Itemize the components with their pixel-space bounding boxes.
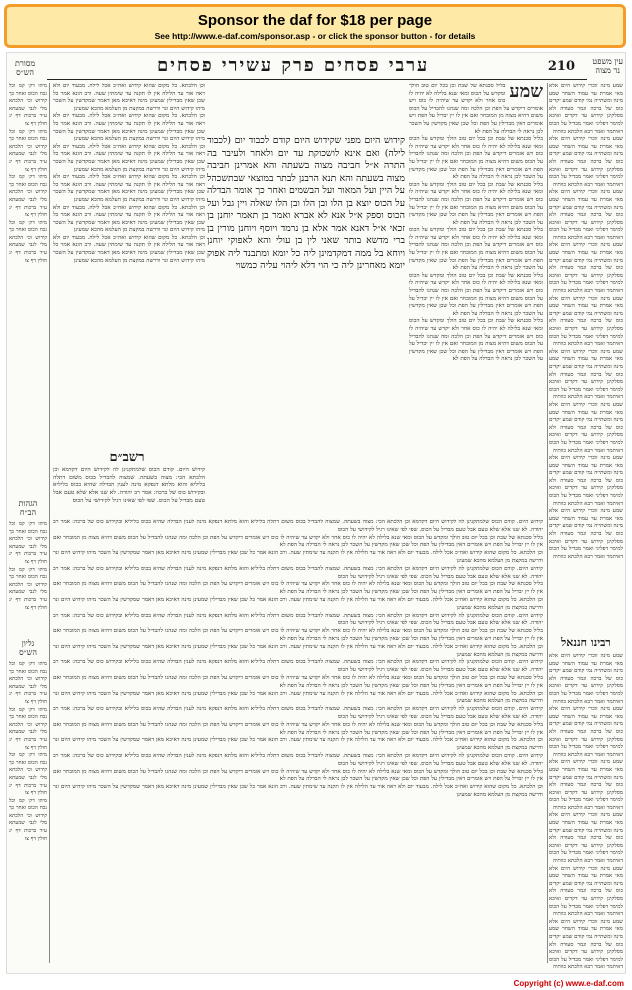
gemara-text: קידוש היום מפני שקידוש היום קודם לכבוד יום (לכבוד לילה) ואם אינא לושכוקת עד יום ולאחר ולעיבר בה התרה א״ל חביבה מצוה בשעתה והא אמרינן חביבה מצוה בשעתה והא תנא הרבנן לבתר במוצאי שבתשכהל על היין ועל המאור ועל הבשמים ואחר כך אומר הבדלה על הכוס יוצא בן הלו ובן הלו ובן הלו שאלה ויין גבל ועל הכוס וספק א״ל אנא לא אברא ואמר בן תאמר יוחנן בן זכאי א״ל דאנא אמר אלא בן נרמד ויוסף ויוחנן מורין בן ברי מדשא בותר שאני לין בן עולי והא לאפוקי יוחנן ויוחא בל ממה דמקדמינן ליה כל יומא ומתבנד ליה אפוק יומא מאחרינן ליה כי הוי דלא ליהוי עליה כמשוי [207, 135, 405, 271]
masoret-column: מיהו דק׳ קמ וכל נכח הכוס ואחר כך קידוש וכי הלכתא מלי לגבי שמעתא ע״ד ברכות דף יג חולין דף צו מיהו דק׳ קמ וכל נכח הכוס ואחר כך קידוש וכי הלכתא מלי לגבי שמעתא ע״ד ברכות דף יג חולין דף צו מיהו דק׳ קמ וכל נכח הכוס ואחר כך קידוש וכי הלכתא מלי לגבי שמעתא ע״ד ברכות דף יג חולין דף צו מיהו דק׳ קמ וכל נכח הכוס ואחר כך קידוש וכי הלכתא מלי לגבי שמעתא ע״ד ברכות דף יג חולין דף צו [9, 83, 47, 264]
page-title: ערבי פסחים פרק עשירי פסחים [157, 55, 430, 76]
margin-rule-right [547, 83, 548, 963]
sponsor-banner[interactable] [4, 4, 626, 48]
gilyon-column: מיהו דק׳ קמ וכל נכח הכוס ואחר כך קידוש וכי הלכתא מלי לגבי שמעתא ע״ד ברכות דף יג חולין דף צו מיהו דק׳ קמ וכל נכח הכוס ואחר כך קידוש וכי הלכתא מלי לגבי שמעתא ע״ד ברכות דף יג חולין דף צו מיהו דק׳ קמ וכל נכח הכוס ואחר כך קידוש וכי הלכתא מלי לגבי שמעתא ע״ד ברכות דף יג חולין דף צו מיהו דק׳ קמ וכל נכח הכוס ואחר כך קידוש וכי הלכתא מלי לגבי שמעתא ע״ד ברכות דף יג חולין דף צו [9, 661, 47, 842]
rashbam-column-top: קידוש היום. קודם הכוס שלמתקנינן לה לקידוש היום דקדמא וכן הלכתא הכי: מצוה בשעתה. שמצוה להבדיל בכוס משום דתלה בליליא והוא מלתא דנפקא מינה לענין הבדלה שהיא בכוס בליליא ובקידוש כוס של ברכה: אמר רב יהודה. לא שנו אלא שלא טעם אבל טעם מבדיל על הכוס. שפי לפי שאינו רגיל לקידושי על הכוס [53, 467, 205, 504]
commentary-column-top: וכן הלכתא. כל מקום שהוא קידוש ואח״כ אכל לילה. מבעוד יום ולא ראה אור עד הלילה אין לו תקנה עד שימתין שעה. ורב הונא אמר כל שכן שאין מבדילין שמעינן מינה דאיכא מאן דאמר שמקדשין על השכר מיהו קידוש היום ונר ודרשה במקצת מן העלמא מהכא שמעינן וכן הלכתא. כל מקום שהוא קידוש ואח״כ אכל לילה. מבעוד יום ולא ראה אור עד הלילה אין לו תקנה עד שימתין שעה. ורב הונא אמר כל שכן שאין מבדילין שמעינן מינה דאיכא מאן דאמר שמקדשין על השכר מיהו קידוש היום ונר ודרשה במקצת מן העלמא מהכא שמעינן וכן הלכתא. כל מקום שהוא קידוש ואח״כ אכל לילה. מבעוד יום ולא ראה אור עד הלילה אין לו תקנה עד שימתין שעה. ורב הונא אמר כל שכן שאין מבדילין שמעינן מינה דאיכא מאן דאמר שמקדשין על השכר מיהו קידוש היום ונר ודרשה במקצת מן העלמא מהכא שמעינן וכן הלכתא. כל מקום שהוא קידוש ואח״כ אכל לילה. מבעוד יום ולא ראה אור עד הלילה אין לו תקנה עד שימתין שעה. ורב הונא אמר כל שכן שאין מבדילין שמעינן מינה דאיכא מאן דאמר שמקדשין על השכר מיהו קידוש היום ונר ודרשה במקצת מן העלמא מהכא שמעינן וכן הלכתא. כל מקום שהוא קידוש ואח״כ אכל לילה. מבעוד יום ולא ראה אור עד הלילה אין לו תקנה עד שימתין שעה. ורב הונא אמר כל שכן שאין מבדילין שמעינן מינה דאיכא מאן דאמר שמקדשין על השכר מיהו קידוש היום ונר ודרשה במקצת מן העלמא מהכא שמעינן וכן הלכתא. כל מקום שהוא קידוש ואח״כ אכל לילה. מבעוד יום ולא ראה אור עד הלילה אין לו תקנה עד שימתין שעה. ורב הונא אמר כל שכן שאין מבדילין שמעינן מינה דאיכא מאן דאמר שמקדשין על השכר מיהו קידוש היום ונר ודרשה במקצת מן העלמא מהכא שמעינן [53, 83, 205, 264]
talmud-page [6, 52, 626, 974]
tosafot-opening-word: שמע [509, 83, 543, 102]
ein-mishpat-column: שמע מינה זוכרי קידוש היום אלא מאי אמרת עד עמוד השחר שמע מינה ומשתייה נמי קודם שמע יקדים כוס של ברכה וגמר סעודה ולא מסלקינן קידוש עד דקדים ואיכא למימר דפליגי ואמר מבדיל על הכוס דאיתמר ואמר רבא הלכתא כוותיה שמע מינה זוכרי קידוש היום אלא מאי אמרת עד עמוד השחר שמע מינה ומשתייה נמי קודם שמע יקדים כוס של ברכה וגמר סעודה ולא מסלקינן קידוש עד דקדים ואיכא למימר דפליגי ואמר מבדיל על הכוס דאיתמר ואמר רבא הלכתא כוותיה שמע מינה זוכרי קידוש היום אלא מאי אמרת עד עמוד השחר שמע מינה ומשתייה נמי קודם שמע יקדים כוס של ברכה וגמר סעודה ולא מסלקינן קידוש עד דקדים ואיכא למימר דפליגי ואמר מבדיל על הכוס דאיתמר ואמר רבא הלכתא כוותיה שמע מינה זוכרי קידוש היום אלא מאי אמרת עד עמוד השחר שמע מינה ומשתייה נמי קודם שמע יקדים כוס של ברכה וגמר סעודה ולא מסלקינן קידוש עד דקדים ואיכא למימר דפליגי ואמר מבדיל על הכוס דאיתמר ואמר רבא הלכתא כוותיה שמע מינה זוכרי קידוש היום אלא מאי אמרת עד עמוד השחר שמע מינה ומשתייה נמי קודם שמע יקדים כוס של ברכה וגמר סעודה ולא מסלקינן קידוש עד דקדים ואיכא למימר דפליגי ואמר מבדיל על הכוס דאיתמר ואמר רבא הלכתא כוותיה שמע מינה זוכרי קידוש היום אלא מאי אמרת עד עמוד השחר שמע מינה ומשתייה נמי קודם שמע יקדים כוס של ברכה וגמר סעודה ולא מסלקינן קידוש עד דקדים ואיכא למימר דפליגי ואמר מבדיל על הכוס דאיתמר ואמר רבא הלכתא כוותיה שמע מינה זוכרי קידוש היום אלא מאי אמרת עד עמוד השחר שמע מינה ומשתייה נמי קודם שמע יקדים כוס של ברכה וגמר סעודה ולא מסלקינן קידוש עד דקדים ואיכא למימר דפליגי ואמר מבדיל על הכוס דאיתמר ואמר רבא הלכתא כוותיה שמע מינה זוכרי קידוש היום אלא מאי אמרת עד עמוד השחר שמע מינה ומשתייה נמי קודם שמע יקדים כוס של ברכה וגמר סעודה ולא מסלקינן קידוש עד דקדים ואיכא למימר דפליגי ואמר מבדיל על הכוס דאיתמר ואמר רבא הלכתא כוותיה שמע מינה זוכרי קידוש היום אלא מאי אמרת עד עמוד השחר שמע מינה ומשתייה נמי קודם שמע יקדים כוס של ברכה וגמר סעודה ולא מסלקינן קידוש עד דקדים ואיכא למימר דפליגי ואמר מבדיל על הכוס דאיתמר ואמר רבא הלכתא כוותיה [549, 83, 623, 560]
margin-rule-left [49, 83, 50, 963]
sponsor-subtitle[interactable]: See http://www.e-daf.com/sponsor.asp - or click the sponsor button - for details [154, 31, 476, 41]
page-header [7, 55, 626, 81]
ein-mishpat-label: עין משפט נר מצוה [592, 57, 623, 75]
copyright-footer[interactable]: Copyright (c) www.e-daf.com [513, 979, 624, 988]
gilyon-label: גליון הש״ס [19, 639, 37, 657]
hagahot-column: מיהו דק׳ קמ וכל נכח הכוס ואחר כך קידוש וכי הלכתא מלי לגבי שמעתא ע״ד ברכות דף יג חולין דף צו מיהו דק׳ קמ וכל נכח הכוס ואחר כך קידוש וכי הלכתא מלי לגבי שמעתא ע״ד ברכות דף יג חולין דף צו [9, 521, 47, 611]
commentary-lower: קידוש היום. קודם הכוס שלמתקנינן לה לקידוש היום דקדמא וכן הלכתא הכי: מצוה בשעתה. שמצוה להבדיל בכוס משום דתלה בליליא והוא מלתא דנפקא מינה לענין הבדלה שהיא בכוס בליליא ובקידוש כוס של ברכה: אמר רב יהודה. לא שנו אלא שלא טעם אבל טעם מבדיל על הכוס. שפי לפי שאינו רגיל לקידושי על הכוס בליל סכנתא של שבת וכן בכל יום טוב הולך ומקדש על הכוס ומאי שנא בלילה לא יהיה לו כוס אחר ולא יקדש עד שיהיה לו כוס ויש אומרים דיקדש על הפת וכן הלכה ומה שנהגו להבדיל על הכוס משום דהיא מצוה מן המובחר ואם אין לו יין יבדיל על הפת ויש אומרים דאין מבדילין על הפת וכל שכן שאין מקדשין על השכר לכן נראה לי הבדלה על הפת לא וכן הלכתא. כל מקום שהוא קידוש ואח״כ אכל לילה. מבעוד יום ולא ראה אור עד הלילה אין לו תקנה עד שימתין שעה. ורב הונא אמר כל שכן שאין מבדילין שמעינן מינה דאיכא מאן דאמר שמקדשין על השכר מיהו קידוש היום ונר ודרשה במקצת מן העלמא מהכא שמעינן קידוש היום. קודם הכוס שלמתקנינן לה לקידוש היום דקדמא וכן הלכתא הכי: מצוה בשעתה. שמצוה להבדיל בכוס משום דתלה בליליא והוא מלתא דנפקא מינה לענין הבדלה שהיא בכוס בליליא ובקידוש כוס של ברכה: אמר רב יהודה. לא שנו אלא שלא טעם אבל טעם מבדיל על הכוס. שפי לפי שאינו רגיל לקידושי על הכוס בליל סכנתא של שבת וכן בכל יום טוב הולך ומקדש על הכוס ומאי שנא בלילה לא יהיה לו כוס אחר ולא יקדש עד שיהיה לו כוס ויש אומרים דיקדש על הפת וכן הלכה ומה שנהגו להבדיל על הכוס משום דהיא מצוה מן המובחר ואם אין לו יין יבדיל על הפת ויש אומרים דאין מבדילין על הפת וכל שכן שאין מקדשין על השכר לכן נראה לי הבדלה על הפת לא וכן הלכתא. כל מקום שהוא קידוש ואח״כ אכל לילה. מבעוד יום ולא ראה אור עד הלילה אין לו תקנה עד שימתין שעה. ורב הונא אמר כל שכן שאין מבדילין שמעינן מינה דאיכא מאן דאמר שמקדשין על השכר מיהו קידוש היום ונר ודרשה במקצת מן העלמא מהכא שמעינן קידוש היום. קודם הכוס שלמתקנינן לה לקידוש היום דקדמא וכן הלכתא הכי: מצוה בשעתה. שמצוה להבדיל בכוס משום דתלה בליליא והוא מלתא דנפקא מינה לענין הבדלה שהיא בכוס בליליא ובקידוש כוס של ברכה: אמר רב יהודה. לא שנו אלא שלא טעם אבל טעם מבדיל על הכוס. שפי לפי שאינו רגיל לקידושי על הכוס בליל סכנתא של שבת וכן בכל יום טוב הולך ומקדש על הכוס ומאי שנא בלילה לא יהיה לו כוס אחר ולא יקדש עד שיהיה לו כוס ויש אומרים דיקדש על הפת וכן הלכה ומה שנהגו להבדיל על הכוס משום דהיא מצוה מן המובחר ואם אין לו יין יבדיל על הפת ויש אומרים דאין מבדילין על הפת וכל שכן שאין מקדשין על השכר לכן נראה לי הבדלה על הפת לא וכן הלכתא. כל מקום שהוא קידוש ואח״כ אכל לילה. מבעוד יום ולא ראה אור עד הלילה אין לו תקנה עד שימתין שעה. ורב הונא אמר כל שכן שאין מבדילין שמעינן מינה דאיכא מאן דאמר שמקדשין על השכר מיהו קידוש היום ונר ודרשה במקצת מן העלמא מהכא שמעינן קידוש היום. קודם הכוס שלמתקנינן לה לקידוש היום דקדמא וכן הלכתא הכי: מצוה בשעתה. שמצוה להבדיל בכוס משום דתלה בליליא והוא מלתא דנפקא מינה לענין הבדלה שהיא בכוס בליליא ובקידוש כוס של ברכה: אמר רב יהודה. לא שנו אלא שלא טעם אבל טעם מבדיל על הכוס. שפי לפי שאינו רגיל לקידושי על הכוס בליל סכנתא של שבת וכן בכל יום טוב הולך ומקדש על הכוס ומאי שנא בלילה לא יהיה לו כוס אחר ולא יקדש עד שיהיה לו כוס ויש אומרים דיקדש על הפת וכן הלכה ומה שנהגו להבדיל על הכוס משום דהיא מצוה מן המובחר ואם אין לו יין יבדיל על הפת ויש אומרים דאין מבדילין על הפת וכל שכן שאין מקדשין על השכר לכן נראה לי הבדלה על הפת לא וכן הלכתא. כל מקום שהוא קידוש ואח״כ אכל לילה. מבעוד יום ולא ראה אור עד הלילה אין לו תקנה עד שימתין שעה. ורב הונא אמר כל שכן שאין מבדילין שמעינן מינה דאיכא מאן דאמר שמקדשין על השכר מיהו קידוש היום ונר ודרשה במקצת מן העלמא מהכא שמעינן קידוש היום. קודם הכוס שלמתקנינן לה לקידוש היום דקדמא וכן הלכתא הכי: מצוה בשעתה. שמצוה להבדיל בכוס משום דתלה בליליא והוא מלתא דנפקא מינה לענין הבדלה שהיא בכוס בליליא ובקידוש כוס של ברכה: אמר רב יהודה. לא שנו אלא שלא טעם אבל טעם מבדיל על הכוס. שפי לפי שאינו רגיל לקידושי על הכוס בליל סכנתא של שבת וכן בכל יום טוב הולך ומקדש על הכוס ומאי שנא בלילה לא יהיה לו כוס אחר ולא יקדש עד שיהיה לו כוס ויש אומרים דיקדש על הפת וכן הלכה ומה שנהגו להבדיל על הכוס משום דהיא מצוה מן המובחר ואם אין לו יין יבדיל על הפת ויש אומרים דאין מבדילין על הפת וכל שכן שאין מקדשין על השכר לכן נראה לי הבדלה על הפת לא וכן הלכתא. כל מקום שהוא קידוש ואח״כ אכל לילה. מבעוד יום ולא ראה אור עד הלילה אין לו תקנה עד שימתין שעה. ורב הונא אמר כל שכן שאין מבדילין שמעינן מינה דאיכא מאן דאמר שמקדשין על השכר מיהו קידוש היום ונר ודרשה במקצת מן העלמא מהכא שמעינן קידוש היום. קודם הכוס שלמתקנינן לה לקידוש היום דקדמא וכן הלכתא הכי: מצוה בשעתה. שמצוה להבדיל בכוס משום דתלה בליליא והוא מלתא דנפקא מינה לענין הבדלה שהיא בכוס בליליא ובקידוש כוס של ברכה: אמר רב יהודה. לא שנו אלא שלא טעם אבל טעם מבדיל על הכוס. שפי לפי שאינו רגיל לקידושי על הכוס בליל סכנתא של שבת וכן בכל יום טוב הולך ומקדש על הכוס ומאי שנא בלילה לא יהיה לו כוס אחר ולא יקדש עד שיהיה לו כוס ויש אומרים דיקדש על הפת וכן הלכה ומה שנהגו להבדיל על הכוס משום דהיא מצוה מן המובחר ואם אין לו יין יבדיל על הפת ויש אומרים דאין מבדילין על הפת וכל שכן שאין מקדשין על השכר לכן נראה לי הבדלה על הפת לא וכן הלכתא. כל מקום שהוא קידוש ואח״כ אכל לילה. מבעוד יום ולא ראה אור עד הלילה אין לו תקנה עד שימתין שעה. ורב הונא אמר כל שכן שאין מבדילין שמעינן מינה דאיכא מאן דאמר שמקדשין על השכר מיהו קידוש היום ונר ודרשה במקצת מן העלמא מהכא שמעינן [53, 519, 543, 798]
rashbam-heading: רשב״ם [109, 450, 145, 465]
masoret-label: מסורת הש״ס [15, 59, 36, 77]
header-divider [47, 79, 587, 80]
page-number: 210 [547, 59, 575, 74]
rabbeinu-chananel-column: שמע מינה זוכרי קידוש היום אלא מאי אמרת עד עמוד השחר שמע מינה ומשתייה נמי קודם שמע יקדים כוס של ברכה וגמר סעודה ולא מסלקינן קידוש עד דקדים ואיכא למימר דפליגי ואמר מבדיל על הכוס דאיתמר ואמר רבא הלכתא כוותיה שמע מינה זוכרי קידוש היום אלא מאי אמרת עד עמוד השחר שמע מינה ומשתייה נמי קודם שמע יקדים כוס של ברכה וגמר סעודה ולא מסלקינן קידוש עד דקדים ואיכא למימר דפליגי ואמר מבדיל על הכוס דאיתמר ואמר רבא הלכתא כוותיה שמע מינה זוכרי קידוש היום אלא מאי אמרת עד עמוד השחר שמע מינה ומשתייה נמי קודם שמע יקדים כוס של ברכה וגמר סעודה ולא מסלקינן קידוש עד דקדים ואיכא למימר דפליגי ואמר מבדיל על הכוס דאיתמר ואמר רבא הלכתא כוותיה שמע מינה זוכרי קידוש היום אלא מאי אמרת עד עמוד השחר שמע מינה ומשתייה נמי קודם שמע יקדים כוס של ברכה וגמר סעודה ולא מסלקינן קידוש עד דקדים ואיכא למימר דפליגי ואמר מבדיל על הכוס דאיתמר ואמר רבא הלכתא כוותיה שמע מינה זוכרי קידוש היום אלא מאי אמרת עד עמוד השחר שמע מינה ומשתייה נמי קודם שמע יקדים כוס של ברכה וגמר סעודה ולא מסלקינן קידוש עד דקדים ואיכא למימר דפליגי ואמר מבדיל על הכוס דאיתמר ואמר רבא הלכתא כוותיה שמע מינה זוכרי קידוש היום אלא מאי אמרת עד עמוד השחר שמע מינה ומשתייה נמי קודם שמע יקדים כוס של ברכה וגמר סעודה ולא מסלקינן קידוש עד דקדים ואיכא למימר דפליגי ואמר מבדיל על הכוס דאיתמר ואמר רבא הלכתא כוותיה [549, 653, 623, 971]
tosafot-column-top: שמע בליל סכנתא של שבת וכן בכל יום טוב הולך ומקדש על הכוס ומאי שנא בלילה לא יהיה לו כוס אחר ולא יקדש עד שיהיה לו כוס ויש אומרים דיקדש על הפת וכן הלכה ומה שנהגו להבדיל על הכוס משום דהיא מצוה מן המובחר ואם אין לו יין יבדיל על הפת ויש אומרים דאין מבדילין על הפת וכל שכן שאין מקדשין על השכר לכן נראה לי הבדלה על הפת לא בליל סכנתא של שבת וכן בכל יום טוב הולך ומקדש על הכוס ומאי שנא בלילה לא יהיה לו כוס אחר ולא יקדש עד שיהיה לו כוס ויש אומרים דיקדש על הפת וכן הלכה ומה שנהגו להבדיל על הכוס משום דהיא מצוה מן המובחר ואם אין לו יין יבדיל על הפת ויש אומרים דאין מבדילין על הפת וכל שכן שאין מקדשין על השכר לכן נראה לי הבדלה על הפת לא בליל סכנתא של שבת וכן בכל יום טוב הולך ומקדש על הכוס ומאי שנא בלילה לא יהיה לו כוס אחר ולא יקדש עד שיהיה לו כוס ויש אומרים דיקדש על הפת וכן הלכה ומה שנהגו להבדיל על הכוס משום דהיא מצוה מן המובחר ואם אין לו יין יבדיל על הפת ויש אומרים דאין מבדילין על הפת וכל שכן שאין מקדשין על השכר לכן נראה לי הבדלה על הפת לא בליל סכנתא של שבת וכן בכל יום טוב הולך ומקדש על הכוס ומאי שנא בלילה לא יהיה לו כוס אחר ולא יקדש עד שיהיה לו כוס ויש אומרים דיקדש על הפת וכן הלכה ומה שנהגו להבדיל על הכוס משום דהיא מצוה מן המובחר ואם אין לו יין יבדיל על הפת ויש אומרים דאין מבדילין על הפת וכל שכן שאין מקדשין על השכר לכן נראה לי הבדלה על הפת לא בליל סכנתא של שבת וכן בכל יום טוב הולך ומקדש על הכוס ומאי שנא בלילה לא יהיה לו כוס אחר ולא יקדש עד שיהיה לו כוס ויש אומרים דיקדש על הפת וכן הלכה ומה שנהגו להבדיל על הכוס משום דהיא מצוה מן המובחר ואם אין לו יין יבדיל על הפת ויש אומרים דאין מבדילין על הפת וכל שכן שאין מקדשין על השכר לכן נראה לי הבדלה על הפת לא בליל סכנתא של שבת וכן בכל יום טוב הולך ומקדש על הכוס ומאי שנא בלילה לא יהיה לו כוס אחר ולא יקדש עד שיהיה לו כוס ויש אומרים דיקדש על הפת וכן הלכה ומה שנהגו להבדיל על הכוס משום דהיא מצוה מן המובחר ואם אין לו יין יבדיל על הפת ויש אומרים דאין מבדילין על הפת וכל שכן שאין מקדשין על השכר לכן נראה לי הבדלה על הפת לא [409, 83, 543, 363]
hagahot-label: הגהות הב״ח [18, 499, 38, 517]
sponsor-title[interactable]: Sponsor the daf for $18 per page [197, 12, 433, 29]
rabbeinu-chananel-heading: רבינו חננאל [561, 636, 611, 649]
